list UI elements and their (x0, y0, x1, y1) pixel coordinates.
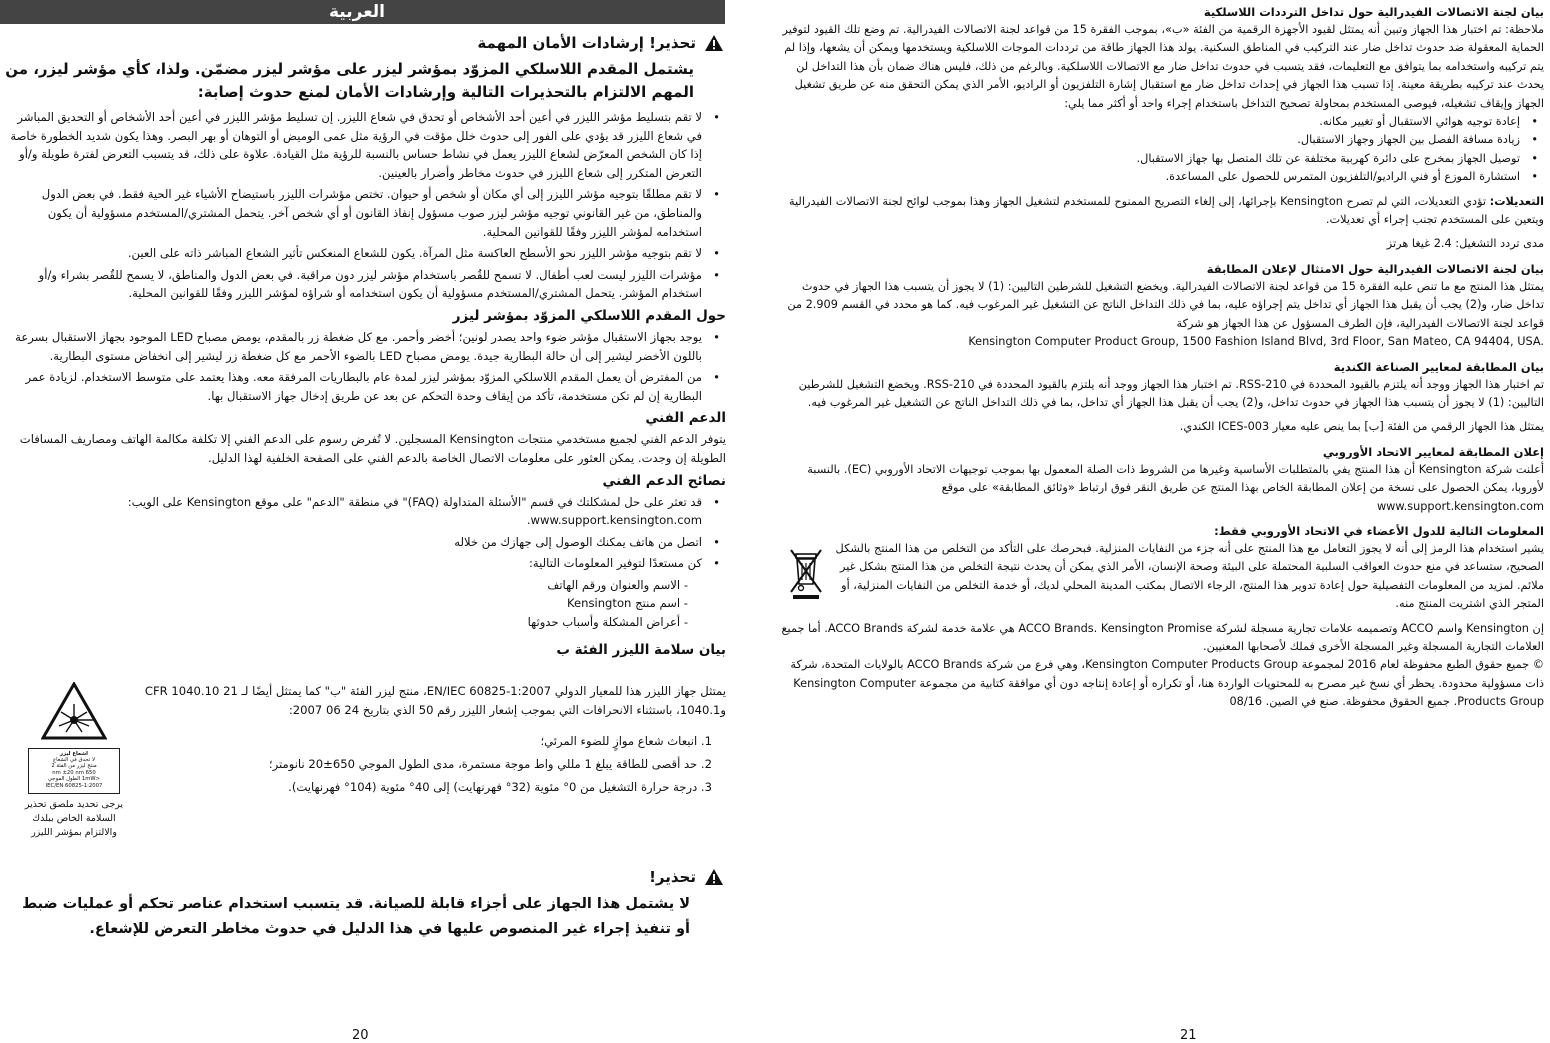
laser-label-line: اشعاع ليزر (60, 750, 88, 757)
tips-dash-item: - أعراض المشكلة وأسباب حدوثها (527, 615, 688, 630)
page-number-right: 21 (1180, 1028, 1197, 1043)
fcc-bullet: • إعادة توجيه هوائي الاستقبال أو تغيير مكانه. (779, 113, 1520, 131)
tips-bullet: • قد تعثر على حل لمشكلتك في قسم "الأسئلة المتداولة (FAQ)" في منطقة "الدعم" على موقع Kensington على الويب: www.support.kensington.com. (4, 493, 702, 530)
frequency-text: مدى تردد التشغيل: 2.4 غيغا هرتز (1386, 237, 1544, 251)
laser-items (140, 732, 726, 797)
laser-heading: بيان سلامة الليزر الفئة ب (556, 641, 726, 658)
tips-bullet: • اتصل من هاتف يمكنك الوصول إلى جهازك من خلاله (4, 533, 702, 552)
laser-label-line: لا تحدق في الشعاع (53, 757, 95, 764)
support-heading: الدعم الفني (645, 410, 726, 427)
copyright-text: © جميع حقوق الطبع محفوظة لعام 2016 لمجموعة Kensington Computer Products Group، وهي فرع من شركة ACCO Brands بالولايات المتحدة، شركة ذات مسؤولية محدودة. يحظر أي نسخ غير مصرح به للمحتويات الواردة هنا، أو تكراره أو إعادة إنتاجه دون أي موافقة كتابية من مجموعة Kensington Computer Products Group. جميع الحقوق محفوظة. صنع في الصين. 08/16 (790, 658, 1544, 709)
laser-figure (18, 682, 130, 840)
right-page (775, 0, 1550, 1043)
modifications-text: تؤدي التعديلات، التي لم تصرح Kensington بإجرائها، إلى إلغاء التصريح الممنوح للمستخدم لتشغيل الجهاز وهذا بموجب لوائح لجنة الاتصالات الفيدرالية ويتعين على المستخدم تجنب إجراء أي تعديلات. (788, 194, 1544, 227)
conformity-text: يمتثل هذا المنتج مع ما تنص عليه الفقرة 15 من قواعد لجنة الاتصالات الفيدرالية. ويخضع التشغيل للشرطين التاليين: (1) لا يجوز أن يتسبب هذا الجهاز في حدوث تداخل ضار، و(2) يجب أن يقبل هذا الجهاز أي تداخل يتم إجراؤه عليه، بما في ذلك التداخل الناتج عن التشغيل غير المرغوب فيه. كما هو محدد في القسم 2.909 من قواعد لجنة الاتصالات الفيدرالية، فإن الطرف المسؤول عن هذا الجهاز هو شركة (787, 279, 1544, 330)
fcc-bullet: • زيادة مسافة الفصل بين الجهاز وجهاز الاستقبال. (779, 131, 1520, 149)
canada-text: تم اختبار هذا الجهاز ووجد أنه يلتزم بالقيود المحددة في RSS-210. تم اختبار هذا الجهاز ووجد أنه يلتزم بالقيود المحددة في RSS-210. ويخضع التشغيل للشرطين التاليين: (1) لا يجوز أن يتسبب هذا الجهاز في حدوث تداخل، و(2) يجب أن يقبل هذا الجهاز أي تداخل، بما في ذلك التداخل الناتج عن التشغيل غير المرغوب فيه. (798, 377, 1544, 409)
tips-bullet: • كن مستعدًا لتوفير المعلومات التالية: (4, 554, 702, 573)
safety-intro: يشتمل المقدم اللاسلكي المزوّد بمؤشر ليزر على مؤشر ليزر مضمّن. ولذا، كأي مؤشر ليزر، من المهم الالتزام بالتحذيرات التالية وإرشادات الأمان لمنع حدوث إصابة: (5, 60, 694, 101)
modifications-paragraph (779, 193, 1544, 230)
final-warning-text: لا يشتمل هذا الجهاز على أجزاء قابلة للصيانة. قد يتسبب استخدام عناصر تحكم أو عمليات ضبط أو تنفيذ إجراء غير المنصوص عليها في هذا الدليل في حدوث مخاطر التعرض للإشعاع. (22, 895, 690, 937)
left-page (0, 0, 760, 1043)
canada-heading: بيان المطابقة لمعايير الصناعة الكندية (1333, 359, 1544, 374)
laser-intro: يمتثل جهاز الليزر هذا للمعيار الدولي EN/IEC 60825-1:2007، منتج ليزر الفئة "ب" كما يمتثل أيضًا لـ 21 CFR 1040.10 و1040.1، باستثناء الانحرافات التي بموجب إشعار الليزر رقم 50 الذي بتاريخ 24 06 2007: (144, 683, 726, 717)
laser-caption: يرجى تحديد ملصق تحذير السلامة الخاص ببلدك والالتزام بمؤشر الليزر (24, 798, 124, 838)
warning-triangle-icon (704, 868, 724, 886)
laser-label-line: IEC/EN 60825-1:2007 (45, 782, 103, 789)
tips-heading: نصائح الدعم الفني (602, 472, 726, 489)
fcc-bullet: • استشارة الموزع أو فني الراديو/التلفزيون المتمرس للحصول على المساعدة. (779, 168, 1520, 186)
page-number-left: 20 (352, 1028, 369, 1043)
about-bullet: • يوجد بجهاز الاستقبال مؤشر ضوء واحد يصدر لونين؛ أخضر وأحمر. مع كل ضغطة زر بالمقدم، يومض مصباح LED الموجود بجهاز الاستقبال بسرعة باللون الأخضر ليشير إلى أن حالة البطارية جيدة. يومض مصباح LED بالضوء الأحمر مع كل ضغطة زر ليشير إلى انخفاض مستوى البطارية. (4, 328, 702, 365)
fcc-bullet: • توصيل الجهاز بمخرج على دائرة كهربية مختلفة عن تلك المتصل بها جهاز الاستقبال. (779, 150, 1520, 168)
safety-warning-title: تحذير! إرشادات الأمان المهمة (477, 34, 696, 52)
final-warning-title: تحذير! (649, 867, 696, 886)
eu-members-text: يشير استخدام هذا الرمز إلى أنه لا يجوز التعامل مع هذا المنتج على أنه جزء من النفايات المنزلية. فبحرصك على التأكد من التخلص من هذا المنتج بالشكل الصحيح، ستساعد في منع حدوث العواقب السلبية المحتملة على البيئة وصحة الإنسان، الأمر الذي يمكن أن يحدث نتيجة التخلص من هذا المنتج بشكل غير ملائم. لمزيد من المعلومات التفصيلية حول إعادة تدوير هذا المنتج، الرجاء الاتصال بمكتب المدينة المحلي لديك، أو خدمة التخلص من النفايات المنزلية، أو المتجر الذي اشتريت المنتج منه. (835, 541, 1544, 611)
laser-label-line: منتج ليزر من الفئة 2 (51, 763, 97, 770)
laser-block (4, 682, 726, 840)
laser-label-line: <1mW الطول الموجي (47, 776, 101, 783)
laser-label-line: 650 nm ±20 nm (52, 769, 96, 776)
laser-label-box (28, 748, 120, 794)
tips-dash-item: - اسم منتج Kensington (566, 596, 688, 611)
eu-members-heading: المعلومات التالية للدول الأعضاء في الاتحاد الأوروبي فقط: (1214, 523, 1544, 538)
ices-text: يمتثل هذا الجهاز الرقمي من الفئة [ب] بما ينص عليه معيار ICES-003 الكندي. (1179, 420, 1544, 434)
fcc-note: ملاحظة: تم اختبار هذا الجهاز وتبين أنه يمتثل لقيود الأجهزة الرقمية من الفئة «ب»، بموجب الفقرة 15 من قواعد لجنة الاتصالات الفيدرالية. تم وضع تلك القيود لتوفير الحماية المعقولة ضد حدوث تداخل ضار عند التركيب في المناطق السكنية. يولد هذا الجهاز طاقة من ترددات الموجات اللاسلكية ويستخدمها ويمكن أن يشعها، وإذا لم يتم تركيبه واستخدامه بما يتوافق مع التعليمات، فقد يتسبب في حدوث تداخل ضار مع الاتصالات اللاسلكية. وبالرغم من ذلك، فليس هناك ضمان بأن هذا التداخل لن يحدث عند تركيبه بطريقة معينة. إذا تسبب هذا الجهاز في إحداث تداخل ضار مع استقبال إشارة التلفزيون أو الراديو، الأمر الذي يمكن التحقق منه عن طريق تشغيل الجهاز وإيقاف تشغيله، فيوصى المستخدم بمحاولة تصحيح التداخل باستخدام إجراء واحد أو أكثر مما يلي: (782, 23, 1544, 110)
laser-item: 2. حد أقصى للطاقة يبلغ 1 مللي واط موجة مستمرة، مدى الطول الموجي 650±20 نانومتر؛ (268, 756, 712, 771)
laser-item: 3. درجة حرارة التشغيل من 0° مئوية (32° فهرنهايت) إلى 40° مئوية (104° فهرنهايت). (288, 779, 712, 794)
safety-bullet: • لا تقم بتوجيه مؤشر الليزر نحو الأسطح العاكسة مثل المرآة. يكون للشعاع المنعكس تأثير الشعاع المباشر ذاته على العين. (4, 244, 702, 263)
weee-row (779, 540, 1544, 614)
about-heading: حول المقدم اللاسلكي المزوّد بمؤشر ليزر (452, 307, 726, 324)
eu-heading: إعلان المطابقة لمعايير الاتحاد الأوروبي (1322, 444, 1544, 459)
safety-bullets (4, 108, 726, 303)
modifications-label: التعديلات: (1489, 194, 1544, 208)
laser-item: 1. انبعاث شعاع موازٍ للضوء المرئي؛ (540, 733, 712, 748)
responsible-party-address: Kensington Computer Product Group, 1500 Fashion Island Blvd, 3rd Floor, San Mateo, CA 94404, USA. (968, 335, 1544, 349)
right-content (779, 3, 1544, 712)
language-header-bar: العربية (0, 0, 725, 24)
tips-dash-list (4, 576, 726, 632)
about-bullet: • من المفترض أن يعمل المقدم اللاسلكي المزوّد بمؤشر ليزر لمدة عام بالبطاريات المرفقة معه. وهذا يعتمد على متوسط الاستخدام. لزيادة عمر البطارية إن لم تكن مستخدمة، تأكد من إيقاف وحدة التحكم عن بعد عن طريق إدخال جهاز الاستقبال بها. (4, 368, 702, 405)
crossed-bin-icon (787, 544, 825, 600)
left-content (4, 32, 726, 942)
safety-bullet: • مؤشرات الليزر ليست لعب أطفال. لا تسمح للقُصر باستخدام مؤشر ليزر دون مراقبة. في بعض الدول والمناطق، لا يسمح للقُصر بشراء و/أو استخدام المؤشر. يتحمل المشتري/المستخدم مسؤولية أن يكون استخدامه أو شراؤه لمؤشر الليزر وفقًا للقوانين المحلية. (4, 266, 702, 303)
eu-text: أعلنت شركة Kensington أن هذا المنتج يفي بالمتطلبات الأساسية وغيرها من الشروط ذات الصلة المعمول بها بموجب توجيهات الاتحاد الأوروبي (EC). بالنسبة لأوروبا، يمكن الحصول على نسخة من إعلان المطابقة الخاص بهذا المنتج عن طريق النقر فوق ارتباط «وثائق المطابقة» على موقع (807, 462, 1544, 495)
support-text: يتوفر الدعم الفني لجميع مستخدمي منتجات Kensington المسجلين. لا تُفرض رسوم على الدعم الفني إلا تكلفة مكالمة الهاتف ومصاريف المسافات الطويلة إن وجدت. يمكن العثور على معلومات الاتصال الخاصة بالدعم الفني على الصفحة الخلفية لهذا الدليل. (19, 432, 726, 465)
about-bullets (4, 328, 726, 405)
trademark-text: إن Kensington واسم ACCO وتصميمه علامات تجارية مسجلة لشركة ACCO Brands. Kensington Promise هي علامة خدمة لشركة ACCO Brands. أما جميع العلامات التجارية المسجلة وغير المسجلة الأخرى فملك لأصحابها المعنيين. (781, 621, 1544, 653)
final-warning-heading (4, 868, 726, 886)
eu-url: www.support.kensington.com (1376, 499, 1544, 513)
laser-hazard-icon (41, 682, 107, 740)
safety-bullet: • لا تقم مطلقًا بتوجيه مؤشر الليزر إلى أي مكان أو شخص أو حيوان. تختص مؤشرات الليزر باستيضاح الأشياء غير الحية فقط. في بعض الدول والمناطق، من غير القانوني توجيه مؤشر ليزر صوب مسؤول إنفاذ القانون أو أي شخص آخر. يتحمل المشتري/المستخدم مسؤولية أن يكون استخدامه لمؤشر الليزر وفقًا للقوانين المحلية. (4, 185, 702, 241)
tips-dash-item: - الاسم والعنوان ورقم الهاتف (547, 577, 688, 592)
safety-warning-heading (4, 34, 726, 52)
laser-text (140, 682, 726, 801)
safety-bullet: • لا تقم بتسليط مؤشر الليزر في أعين أحد الأشخاص أو تحدق في شعاع الليزر. إن تسليط مؤشر الليزر في أعين أحد الأشخاص أو التحديق المباشر في شعاع الليزر قد يؤدي على الفور إلى حدوث خلل مؤقت في الرؤية مثل عمى الوميض أو التوهان أو بهر البصر. وهذا يكون شديد الخطورة خاصة إذا كان الشخص المعرّض لشعاع الليزر يعمل في نشاط حساس بالنسبة للرؤية مثل القيادة. علاوة على ذلك، قد يتسبب التعرض لفترة طويلة و/أو التعرض المتكرر إلى شعاع الليزر في حدوث مخاطر وأضرار بالعينين. (4, 108, 702, 182)
warning-triangle-icon (704, 34, 724, 52)
fcc-bullets (779, 113, 1544, 187)
tips-bullets (4, 493, 726, 573)
conformity-heading: بيان لجنة الاتصالات الفيدرالية حول الامتثال لإعلان المطابقة (1206, 261, 1544, 276)
fcc-heading: بيان لجنة الاتصالات الفيدرالية حول تداخل الترددات اللاسلكية (1203, 5, 1544, 19)
